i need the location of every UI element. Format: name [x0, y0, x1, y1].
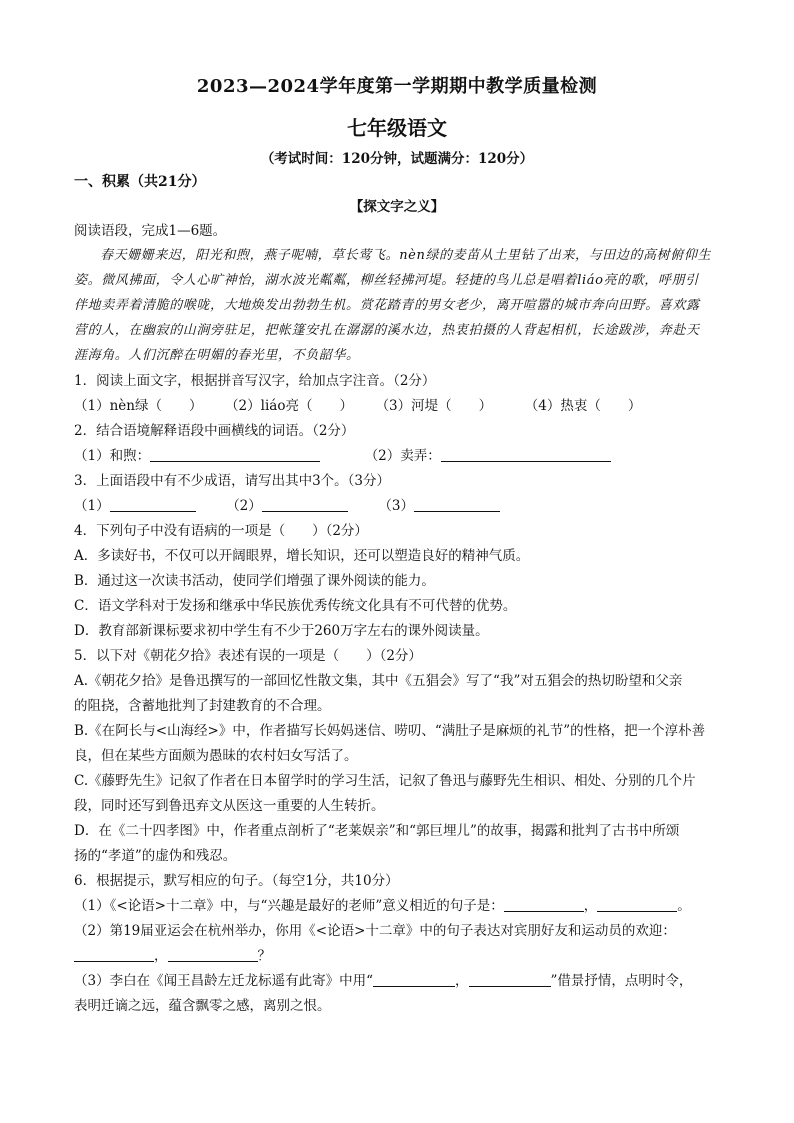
q6-item-3-label: （3）李白在《闻王昌龄左迁龙标遥有此寄》中用“ [74, 973, 373, 989]
question-3-stem: 3．上面语段中有不少成语，请写出其中3个。（3分） [74, 473, 391, 489]
punctuation: ， [583, 898, 598, 914]
answer-blank[interactable] [373, 972, 455, 987]
q2-item-2-label: （2）卖弄： [364, 448, 441, 464]
passage-line: 姿。微风拂面，令人心旷神怡，湖水波光粼粼，柳丝轻拂河堤。轻捷的鸟儿总是唱着liáo亮的歌，呼朋引 [74, 273, 699, 288]
q1-item: （3）河堤（ ） [375, 398, 493, 414]
q6-item-3-tail: ”借景抒情，点明时令， [550, 973, 693, 989]
q1-item: （2）liáo亮（ ） [225, 398, 353, 414]
q5-line: 的阻挠，含蓄地批判了封建教育的不合理。 [74, 698, 331, 714]
q5-line: A.《朝花夕拾》是鲁迅撰写的一部回忆性散文集，其中《五猖会》写了“我”对五猖会的热切盼望和父亲 [74, 673, 683, 689]
answer-blank[interactable] [504, 897, 584, 912]
q4-option: D．教育部新课标要求初中学生有不少于260万字左右的课外阅读量。 [74, 623, 489, 639]
q6-item-3-continued: 表明迁谪之远，蕴含飘零之感，离别之恨。 [74, 998, 331, 1014]
punctuation: ， [154, 948, 168, 964]
q3-item-label: （1） [74, 498, 110, 514]
question-5-stem: 5．以下对《朝花夕拾》表述有误的一项是（ ）（2分） [74, 648, 422, 664]
answer-blank[interactable] [262, 497, 348, 512]
q1-item: （4）热衷（ ） [524, 398, 642, 414]
passage-line: 营的人，在幽寂的山涧旁驻足，把帐篷安扎在潺潺的溪水边，热衷拍摄的人背起相机，长途跋涉，奔赴天 [74, 323, 700, 338]
subsection-heading: 【探文字之义】 [349, 199, 445, 215]
answer-blank[interactable] [441, 447, 611, 462]
q2-item-1-label: （1）和煦： [74, 448, 151, 464]
answer-blank[interactable] [74, 947, 154, 962]
answer-blank[interactable] [414, 497, 500, 512]
reading-intro: 阅读语段，完成1—6题。 [74, 223, 227, 239]
passage-line: 涯海角。人们沉醉在明媚的春光里，不负韶华。 [74, 348, 360, 363]
q5-line: B.《在阿长与<山海经>》中，作者描写长妈妈迷信、唠叨、“满肚子是麻烦的礼节”的性格，把一个淳朴善 [74, 723, 706, 739]
q6-item-1-label: （1）《<论语>十二章》中，与“兴趣是最好的老师”意义相近的句子是： [74, 898, 504, 914]
q6-item-3 [74, 971, 724, 991]
q5-line: C.《藤野先生》记叙了作者在日本留学时的学习生活，记叙了鲁迅与藤野先生相识、相处、分别的几个片 [74, 773, 696, 789]
q1-item: （1）nèn绿（ ） [74, 398, 203, 414]
passage-line: 伴地卖弄着清脆的喉咙，大地焕发出勃勃生机。赏花踏青的男女老少，离开喧嚣的城市奔向田野。喜欢露 [74, 298, 700, 313]
punctuation: ？ [257, 948, 271, 964]
section-heading: 一、积累（共21分） [74, 174, 206, 190]
q3-item-label: （2） [226, 498, 262, 514]
q4-option: C．语文学科对于发扬和继承中华民族优秀传统文化具有不可代替的优势。 [74, 598, 517, 614]
question-4-stem: 4．下列句子中没有语病的一项是（ ）（2分） [74, 523, 368, 539]
punctuation: 。 [677, 898, 691, 914]
answer-blank[interactable] [597, 897, 677, 912]
q5-line: D．在《二十四孝图》中，作者重点剖析了“老莱娱亲”和“郭巨埋儿”的故事，揭露和批判了古书中所颂 [74, 823, 680, 839]
passage-line: 春天姗姗来迟，阳光和煦，燕子呢喃，草长莺飞。nèn绿的麦苗从土里钻了出来，与田边的高树俯仰生 [100, 248, 712, 263]
q3-item-label: （3） [378, 498, 414, 514]
punctuation: ， [455, 973, 469, 989]
answer-blank[interactable] [110, 497, 196, 512]
question-1-items [74, 396, 724, 416]
question-3-items [74, 496, 724, 516]
answer-blank[interactable] [168, 947, 258, 962]
q5-line: 扬的“孝道”的虚伪和残忍。 [74, 848, 237, 864]
q4-option: A．多读好书，不仅可以开阔眼界，增长知识，还可以塑造良好的精神气质。 [74, 548, 530, 564]
q5-line: 良，但在某些方面颇为愚昧的农村妇女写活了。 [74, 748, 358, 764]
q6-item-2-blanks [74, 946, 724, 966]
subject-title: 七年级语文 [347, 116, 447, 140]
q6-item-2-label: （2）第19届亚运会在杭州举办，你用《<论语>十二章》中的句子表达对宾朋好友和运动员的欢迎： [74, 923, 676, 939]
answer-blank[interactable] [469, 972, 551, 987]
exam-title: 2023—2024学年度第一学期期中教学质量检测 [196, 76, 598, 97]
q5-line: 段，同时还写到鲁迅弃文从医这一重要的人生转折。 [74, 798, 385, 814]
question-6-stem: 6．根据提示，默写相应的句子。（每空1分，共10分） [74, 873, 399, 889]
question-1-stem: 1．阅读上面文字，根据拼音写汉字，给加点字注音。（2分） [74, 373, 436, 389]
q6-item-1 [74, 896, 724, 916]
q4-option: B．通过这一次读书活动，使同学们增强了课外阅读的能力。 [74, 573, 435, 589]
exam-info: （考试时间：120分钟，试题满分：120分） [260, 151, 534, 167]
question-2-items [74, 446, 724, 466]
question-2-stem: 2．结合语境解释语段中画横线的词语。（2分） [74, 423, 355, 439]
answer-blank[interactable] [150, 447, 320, 462]
